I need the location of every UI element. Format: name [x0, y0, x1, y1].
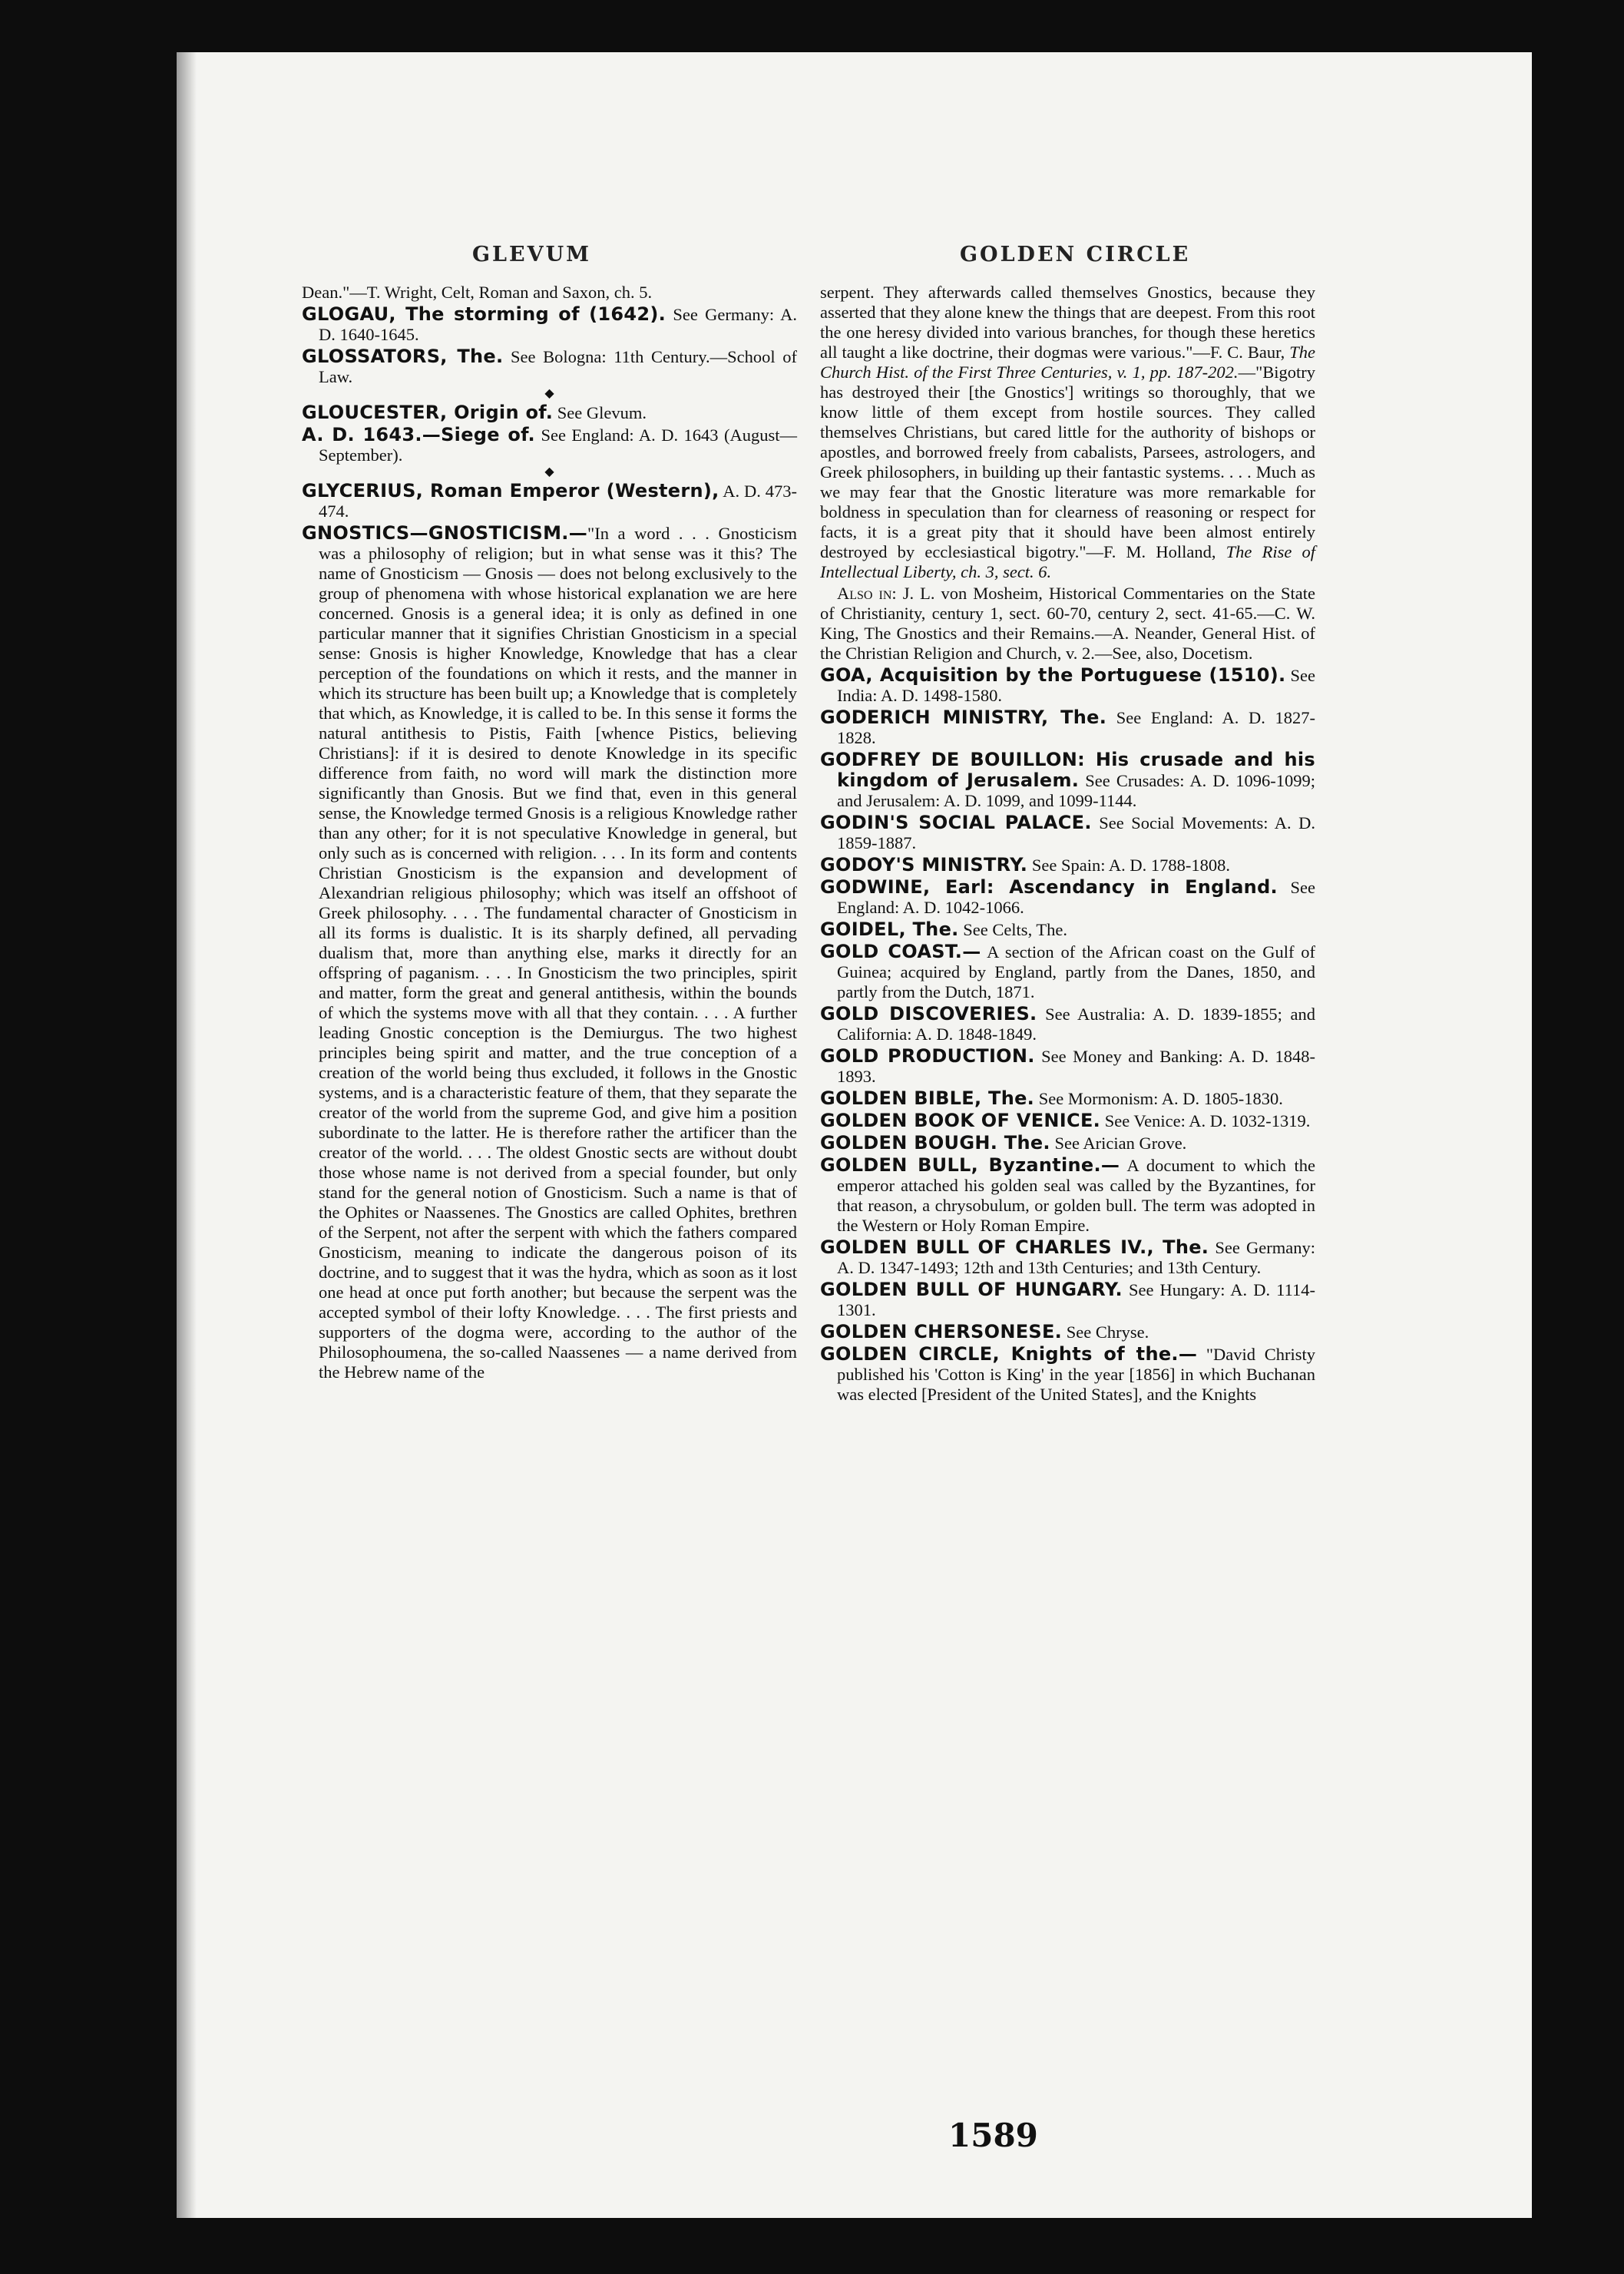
- list-item: [820, 1133, 1315, 1154]
- list-item: [820, 942, 1315, 1002]
- list-item: [820, 1322, 1315, 1342]
- entry-text: See Celts, The.: [963, 920, 1068, 939]
- headword: A. D. 1643.—Siege of.: [302, 424, 535, 445]
- headword: GODIN'S SOCIAL PALACE.: [820, 812, 1092, 833]
- list-item: [820, 855, 1315, 876]
- citation-title: The Rise of Intellectual Liberty, ch. 3, sect. 6.: [820, 542, 1316, 581]
- list-item: [820, 1279, 1315, 1320]
- entry-text: See Glevum.: [557, 403, 647, 422]
- headword: GOLDEN BIBLE, The.: [820, 1087, 1035, 1109]
- entry-text: See Crusades: A. D. 1096-1099; and Jerusalem: A. D. 1099, and 1099-1144.: [837, 771, 1315, 810]
- entry-text: See England: A. D. 1042-1066.: [837, 878, 1315, 917]
- book-page: [177, 52, 1532, 2218]
- headword: GOLDEN BOUGH. The.: [820, 1132, 1050, 1154]
- right-column: [820, 283, 1315, 1406]
- list-item: [820, 1344, 1315, 1405]
- list-item: [820, 813, 1315, 853]
- separator-ornament: ◆: [544, 387, 554, 400]
- headword: GOA, Acquisition by the Portuguese (1510).: [820, 664, 1286, 686]
- entry-text: See India: A. D. 1498-1580.: [837, 666, 1316, 705]
- list-item: [820, 1004, 1315, 1044]
- headword: GOLDEN BULL, Byzantine.—: [820, 1154, 1120, 1176]
- entry-text: —"Bigotry has destroyed their [the Gnostics'] writings so thoroughly, that we know little of them except from hostile sources. They called themselves Christians, but cared little for the authority of bishops or apostles, and borrowed freely from cabalists, Parsees, astrologers, and Greek philosophers, in building up their fantastic systems. . . . Much as we may fear that the Gnostic literature was more remarkable for boldness in speculation than for clearness of reasoning or respect for facts, it is a great pity that it should have been almost entirely destroyed by ecclesiastical bigotry."—F. M. Holland,: [820, 362, 1315, 561]
- headword: GODERICH MINISTRY, The.: [820, 707, 1107, 728]
- headword: GOLD COAST.—: [820, 941, 981, 962]
- list-item: [820, 707, 1315, 748]
- left-column: [302, 283, 797, 1384]
- gnostics-continuation: [820, 283, 1315, 582]
- headword: GOLDEN CHERSONESE.: [820, 1321, 1063, 1342]
- headword: GLYCERIUS, Roman Emperor (Western),: [302, 480, 719, 501]
- entry-text: serpent. They afterwards called themselves Gnostics, because they asserted that they alone knew the things that are deepest. From this root the one heresy divided into various branches, for though these heretics all taught a like doctrine, their dogmas were various."—F. C. Baur,: [820, 283, 1315, 362]
- running-head-right: GOLDEN CIRCLE: [960, 243, 1191, 266]
- list-item: [820, 665, 1315, 706]
- entry-text: "In a word . . . Gnosticism was a philosophy of religion; but in what sense was it this? The name of Gnosticism — Gnosis — does not belong exclusively to the group of phenomena with whose historical explanation we are here concerned. Gnosis is a general idea; it is only as defined in one particular manner that it signifies Christian Gnosticism in a special sense: Gnosis is higher Knowledge, Knowledge that has a clear perception of the foundations on which it rests, and the manner in which its structure has been built up; a Knowledge that is completely that which, as Knowledge, it is called to be. In this sense it forms the natural antithesis to Pistis, Faith [whence Pistics, believing Christians]: if it is desired to denote Knowledge in its specific difference from faith, no word will mark the distinction more significantly than Gnosis. But we find that, even in this general sense, the Knowledge termed Gnosis is a religious Knowledge rather than any other; for it is not speculative Knowledge in general, but only such as is concerned with religion. . . . In its form and contents Christian Gnosticism is the expansion and development of Alexandrian religious philosophy; which was itself an offshoot of Greek philosophy. . . . The fundamental character of Gnosticism in all its forms is dualistic. It is its sharply defined, all pervading dualism that, more than anything else, marks it directly for an offspring of paganism. . . . In Gnosticism the two principles, spirit and matter, form the great and general antithesis, within the bounds of which the systems move with all that they contain. . . . A further leading Gnostic conception is the Demiurgus. The two highest principles being spirit and matter, and the true conception of a creation of the world being thus excluded, it follows in the Gnostic systems, and is a characteristic feature of them, that they separate the creator of the world from the supreme God, and give him a position subordinate to the latter. He is therefore rather the artificer than the creator of the world. . . . The oldest Gnostic sects are without doubt those whose name is not derived from a special founder, but only stand for the general notion of Gnosticism. Such a name is that of the Ophites or Naassenes. The Gnostics are called Ophites, brethren of the Serpent, not after the serpent with which the fathers compared Gnosticism, meaning to indicate the dangerous poison of its doctrine, and to suggest that it was the hydra, which as soon as it lost one head at once put forth another; but because the serpent was the accepted symbol of their lofty Knowledge. . . . The first priests and supporters of the dogma were, according to the author of the Philosophoumena, the so-called Naassenes — a name derived from the Hebrew name of the: [319, 524, 797, 1382]
- entry-glycerius: [302, 481, 797, 521]
- headword: GOLDEN CIRCLE, Knights of the.—: [820, 1343, 1198, 1365]
- entry-glogau: [302, 304, 797, 345]
- list-item: [820, 919, 1315, 940]
- list-item: [820, 1155, 1315, 1236]
- headword: GLOGAU, The storming of (1642).: [302, 303, 666, 325]
- also-in-text: J. L. von Mosheim, Historical Commentaries on the State of Christianity, century 1, sect. 60-70, century 2, sect. 41-65.—C. W. King, The Gnostics and their Remains.—A. Neander, General Hist. of the Christian Religion and Church, v. 2.—See, also, Docetism.: [820, 584, 1316, 663]
- entry-text: See Germany: A. D. 1640-1645.: [319, 305, 798, 344]
- entry-text: See Mormonism: A. D. 1805-1830.: [1038, 1089, 1283, 1108]
- headword: GLOSSATORS, The.: [302, 346, 504, 367]
- entry-text: A document to which the emperor attached his golden seal was called by the Byzantines, for that reason, a chrysobulum, or golden bull. The term was adopted in the Western or Holy Roman Empire.: [837, 1156, 1315, 1235]
- entry-text: See Money and Banking: A. D. 1848-1893.: [837, 1047, 1316, 1086]
- headword: GODFREY DE BOUILLON: His crusade and his kingdom of Jerusalem.: [820, 749, 1315, 791]
- list-item: [820, 1046, 1315, 1087]
- entry-text: A section of the African coast on the Gulf of Guinea; acquired by England, partly from the Danes, 1850, and partly from the Dutch, 1871.: [837, 942, 1315, 1001]
- page-number: 1589: [948, 2117, 1038, 2154]
- headword: GOLDEN BULL OF CHARLES IV., The.: [820, 1236, 1209, 1258]
- entry-text: "David Christy published his 'Cotton is King' in the year [1856] in which Buchanan was elected [President of the United States], and the Knights: [837, 1345, 1316, 1404]
- running-head-left: GLEVUM: [472, 243, 592, 266]
- entry-gloucester: [302, 402, 797, 423]
- entry-text: See Hungary: A. D. 1114-1301.: [837, 1280, 1316, 1319]
- list-item: [820, 750, 1315, 811]
- list-item: [820, 877, 1315, 918]
- headword: GODOY'S MINISTRY.: [820, 854, 1028, 876]
- also-in: [820, 584, 1315, 664]
- entry-text: See Venice: A. D. 1032-1319.: [1104, 1111, 1311, 1130]
- headword: GNOSTICS—GNOSTICISM.—: [302, 522, 588, 544]
- headword: GODWINE, Earl: Ascendancy in England.: [820, 876, 1278, 898]
- dean-line: Dean."—T. Wright, Celt, Roman and Saxon, ch. 5.: [302, 283, 653, 302]
- entry-text: See Spain: A. D. 1788-1808.: [1031, 856, 1230, 875]
- entry-text: See Arician Grove.: [1054, 1134, 1187, 1153]
- entry-text: See Bologna: 11th Century.—School of Law.: [319, 347, 798, 386]
- entry-glossators: [302, 346, 797, 387]
- entry-gloucester-siege: [302, 425, 797, 465]
- entry-text: See Social Movements: A. D. 1859-1887.: [837, 813, 1315, 852]
- list-item: [820, 1111, 1315, 1131]
- headword: GOLDEN BULL OF HUNGARY.: [820, 1279, 1123, 1300]
- headword: GLOUCESTER, Origin of.: [302, 402, 554, 423]
- entry-text: See England: A. D. 1643 (August—September).: [319, 425, 797, 465]
- list-item: [820, 1088, 1315, 1109]
- entry-text: See Australia: A. D. 1839-1855; and California: A. D. 1848-1849.: [837, 1005, 1315, 1044]
- headword: GOLD DISCOVERIES.: [820, 1003, 1037, 1024]
- also-in-label: Also in:: [837, 584, 897, 603]
- separator-ornament: ◆: [544, 465, 554, 478]
- headword: GOIDEL, The.: [820, 919, 959, 940]
- entry-text: A. D. 473-474.: [319, 482, 797, 521]
- headword: GOLD PRODUCTION.: [820, 1045, 1035, 1067]
- headword: GOLDEN BOOK OF VENICE.: [820, 1110, 1101, 1131]
- citation-title: The Church Hist. of the First Three Centuries, v. 1, pp. 187-202.: [820, 343, 1316, 382]
- entry-gnostics: [302, 523, 797, 1382]
- entry-text: See Germany: A. D. 1347-1493; 12th and 13th Centuries; and 13th Century.: [837, 1238, 1315, 1277]
- list-item: [820, 1237, 1315, 1278]
- entry-list: [820, 665, 1315, 1405]
- entry-text: See Chryse.: [1066, 1322, 1149, 1342]
- entry-text: See England: A. D. 1827-1828.: [837, 708, 1316, 747]
